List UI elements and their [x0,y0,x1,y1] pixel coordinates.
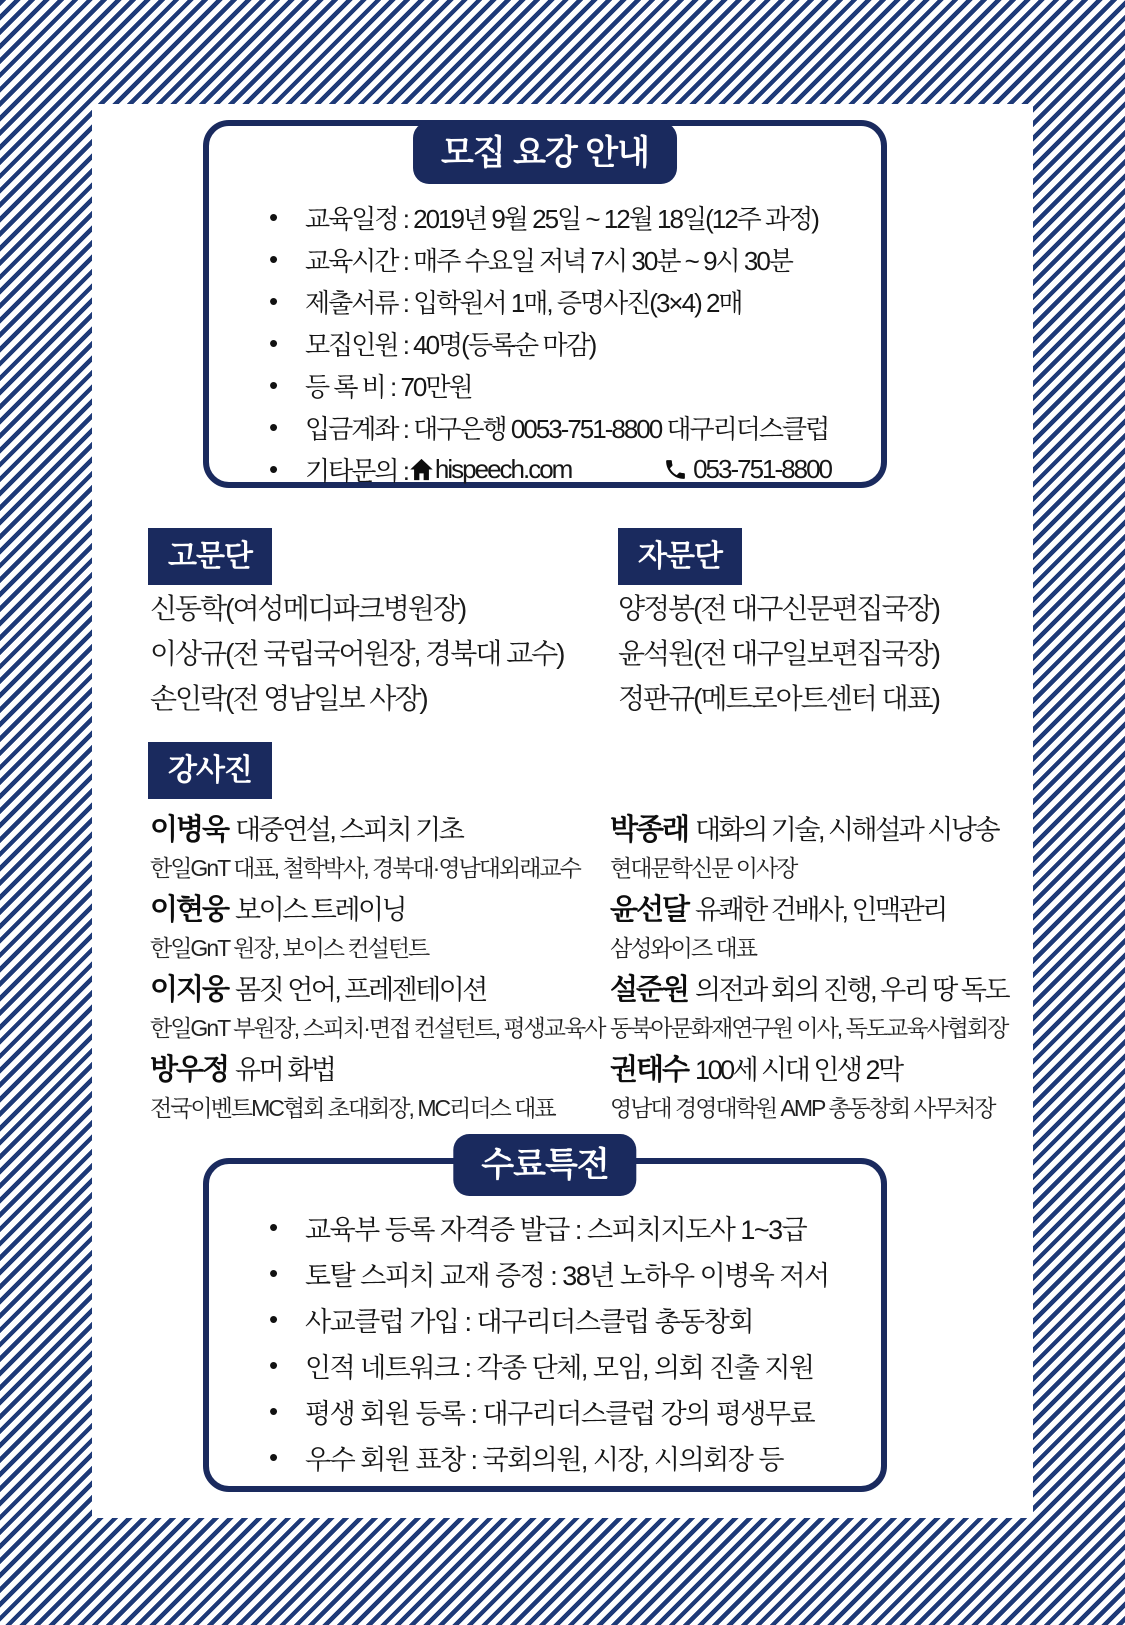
instructor-name-row [610,890,1008,930]
instructor-name-row [610,970,1008,1010]
bullet-text: 토탈 스피치 교재 증정 : 38년 노하우 이병욱 저서 [305,1260,829,1291]
instructor-name: 방우정 [150,1054,229,1086]
member-item: 신동학(여성메디파크병원장) [150,593,466,624]
instructor-entry [610,970,1008,1050]
bullet-text: 평생 회원 등록 : 대구리더스클럽 강의 평생무료 [305,1398,815,1429]
instructor-entry [610,890,1008,970]
bullet-item [259,406,867,448]
poster-panel [92,104,1033,1518]
instructor-topic: 100세 시대 인생 2막 [695,1055,902,1085]
instructor-name: 박종래 [610,814,689,846]
bullet-dot: • [269,369,279,400]
consultants-section-label: 자문단 [618,528,742,585]
instructor-name-row [610,1050,1008,1090]
recruitment-title-tab: 모집 요강 안내 [413,122,677,184]
instructor-name-row [610,810,1008,850]
bullet-text: 제출서류 : 입학원서 1매, 증명사진(3×4) 2매 [305,287,742,318]
advisors-section-label: 고문단 [148,528,272,585]
bullet-item [259,1296,867,1342]
advisors-member-list [150,586,564,721]
bullet-text: 인적 네트워크 : 각종 단체, 모임, 의회 진출 지원 [305,1352,814,1383]
instructor-affiliation: 동북아문화재연구원 이사, 독도교육사협회장 [610,1015,1008,1041]
instructor-name: 이지웅 [150,974,229,1006]
bullet-dot: • [269,1303,279,1334]
instructor-entry [150,970,604,1050]
member-item: 손인락(전 영남일보 사장) [150,683,427,714]
home-icon [408,456,435,483]
bullet-item [259,280,867,322]
instructor-name-row [150,810,604,850]
bullet-item [259,1250,867,1296]
bullet-text: 사교클럽 가입 : 대구리더스클럽 총동창회 [305,1306,753,1337]
instructor-affiliation: 현대문학신문 이사장 [610,855,797,881]
instructor-name: 설준원 [610,974,689,1006]
consultants-member-list [618,586,939,721]
benefits-title-tab: 수료특전 [453,1134,636,1196]
instructor-entry [610,810,1008,890]
instructor-topic: 대중연설, 스피치 기초 [235,815,463,845]
bullet-dot: • [269,1349,279,1380]
contact-phone-group [663,454,867,485]
bullet-dot: • [269,1395,279,1426]
bullet-dot: • [269,411,279,442]
bullet-text: 교육부 등록 자격증 발급 : 스피치지도사 1~3급 [305,1214,807,1245]
bullet-text: 교육일정 : 2019년 9월 25일 ~ 12월 18일(12주 과정) [305,203,818,234]
instructor-name: 이병욱 [150,814,229,846]
bullet-item [259,1204,867,1250]
instructor-topic: 몸짓 언어, 프레젠테이션 [235,975,486,1005]
member-item: 정판규(메트로아트센터 대표) [618,683,940,714]
instructor-topic: 의전과 회의 진행, 우리 땅 독도 [695,975,1009,1005]
bullet-text: 우수 회원 표창 : 국회의원, 시장, 시의회장 등 [305,1444,783,1475]
bullet-item [259,1434,867,1480]
instructor-name: 권태수 [610,1054,689,1086]
instructor-affiliation: 전국이벤트MC협회 초대회장, MC리더스 대표 [150,1095,555,1121]
instructor-entry [610,1050,1008,1130]
bullet-text: 교육시간 : 매주 수요일 저녁 7시 30분 ~ 9시 30분 [305,245,792,276]
bullet-item [259,196,867,238]
instructor-name-row [150,970,604,1010]
contact-row [259,448,867,490]
bullet-text: 모집인원 : 40명(등록순 마감) [305,329,596,360]
instructor-column-right [610,810,1008,1130]
contact-phone: 053-751-8800 [693,453,831,484]
bullet-dot: • [269,1257,279,1288]
bullet-dot: • [269,453,279,484]
recruitment-bullet-list [259,196,867,448]
contact-label: 기타문의 : [305,455,408,486]
contact-website: hispeech.com [434,453,572,484]
instructor-topic: 대화의 기술, 시해설과 시낭송 [695,815,999,845]
instructor-name-row [150,1050,604,1090]
bullet-item [259,364,867,406]
instructors-section-label: 강사진 [148,742,272,799]
bullet-item [259,1342,867,1388]
phone-icon [663,457,688,482]
instructor-affiliation: 삼성와이즈 대표 [610,935,756,961]
bullet-text: 등 록 비 : 70만원 [305,371,472,402]
recruitment-info-box [203,120,887,488]
instructor-entry [150,1050,604,1130]
bullet-dot: • [269,201,279,232]
instructor-affiliation: 영남대 경영대학원 AMP 총동창회 사무처장 [610,1095,995,1121]
instructor-entry [150,890,604,970]
bullet-item [259,1388,867,1434]
instructor-topic: 유쾌한 건배사, 인맥관리 [695,895,946,925]
bullet-dot: • [269,1211,279,1242]
instructor-name-row [150,890,604,930]
instructor-entry [150,810,604,890]
bullet-dot: • [269,243,279,274]
instructor-affiliation: 한일GnT 부원장, 스피치·면접 컨설턴트, 평생교육사 [150,1015,605,1041]
member-item: 윤석원(전 대구일보편집국장) [618,638,940,669]
instructor-name: 윤선달 [610,894,689,926]
bullet-text: 입금계좌 : 대구은행 0053-751-8800 대구리더스클럽 [305,413,829,444]
member-item: 이상규(전 국립국어원장, 경북대 교수) [150,638,564,669]
instructor-name: 이현웅 [150,894,229,926]
bullet-dot: • [269,1441,279,1472]
bullet-item [259,322,867,364]
benefits-bullet-list [259,1204,867,1480]
instructor-topic: 유머 화법 [235,1055,335,1085]
instructor-topic: 보이스 트레이닝 [235,895,406,925]
member-item: 양정봉(전 대구신문편집국장) [618,593,940,624]
instructor-affiliation: 한일GnT 대표, 철학박사, 경북대·영남대외래교수 [150,855,580,881]
bullet-dot: • [269,327,279,358]
benefits-box [203,1146,887,1492]
bullet-item [259,238,867,280]
bullet-dot: • [269,285,279,316]
instructor-column-left [150,810,604,1130]
instructor-affiliation: 한일GnT 원장, 보이스 컨설턴트 [150,935,429,961]
